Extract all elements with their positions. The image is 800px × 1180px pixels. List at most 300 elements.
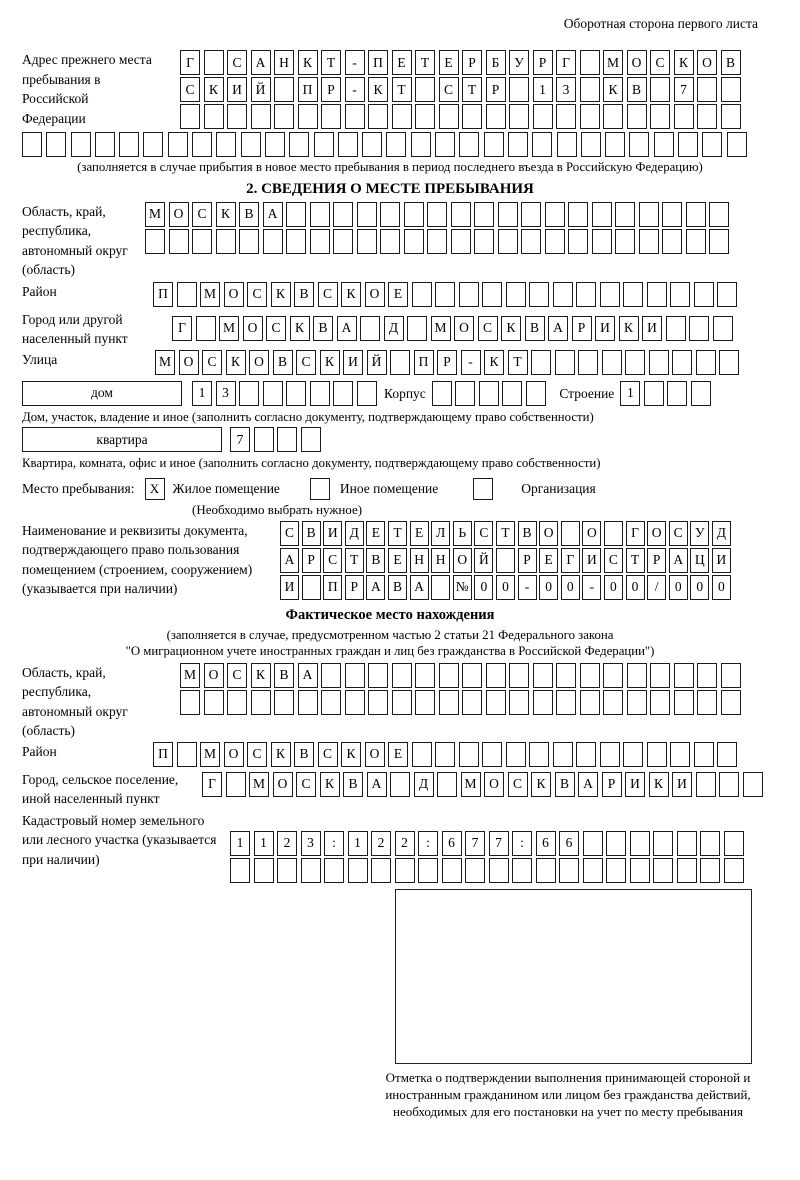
char-box[interactable]: Е <box>439 50 459 75</box>
char-box[interactable]: К <box>320 350 340 375</box>
char-box[interactable] <box>395 858 415 883</box>
char-box[interactable] <box>321 663 341 688</box>
char-box[interactable]: 2 <box>395 831 415 856</box>
char-box[interactable] <box>602 350 622 375</box>
char-box[interactable]: 6 <box>442 831 462 856</box>
char-box[interactable]: Г <box>561 548 580 573</box>
char-box[interactable] <box>345 104 365 129</box>
char-box[interactable]: Р <box>647 548 666 573</box>
char-box[interactable]: П <box>414 350 434 375</box>
char-box[interactable]: Л <box>431 521 450 546</box>
char-box[interactable]: 1 <box>348 831 368 856</box>
char-box[interactable] <box>556 663 576 688</box>
char-box[interactable] <box>559 858 579 883</box>
char-box[interactable] <box>435 742 455 767</box>
char-box[interactable]: К <box>674 50 694 75</box>
char-box[interactable] <box>696 350 716 375</box>
char-box[interactable]: С <box>669 521 688 546</box>
char-box[interactable] <box>204 690 224 715</box>
char-box[interactable] <box>251 690 271 715</box>
char-box[interactable]: 1 <box>533 77 553 102</box>
char-box[interactable] <box>459 132 479 157</box>
char-box[interactable] <box>263 381 283 406</box>
char-box[interactable] <box>536 858 556 883</box>
char-box[interactable] <box>553 742 573 767</box>
char-box[interactable]: А <box>366 575 385 600</box>
char-box[interactable] <box>380 202 400 227</box>
char-box[interactable]: К <box>204 77 224 102</box>
char-box[interactable] <box>310 202 330 227</box>
char-box[interactable]: 0 <box>626 575 645 600</box>
char-box[interactable]: Б <box>486 50 506 75</box>
char-box[interactable] <box>529 282 549 307</box>
char-box[interactable]: К <box>368 77 388 102</box>
char-box[interactable] <box>674 663 694 688</box>
house-name-box[interactable]: дом <box>22 381 182 406</box>
char-box[interactable]: Е <box>388 742 408 767</box>
char-box[interactable]: Т <box>345 548 364 573</box>
char-box[interactable]: В <box>313 316 333 341</box>
char-box[interactable]: 0 <box>496 575 515 600</box>
char-box[interactable] <box>241 132 261 157</box>
char-box[interactable] <box>479 381 499 406</box>
char-box[interactable] <box>627 690 647 715</box>
char-box[interactable] <box>496 548 515 573</box>
char-box[interactable]: К <box>603 77 623 102</box>
char-box[interactable]: А <box>298 663 318 688</box>
char-box[interactable]: О <box>249 350 269 375</box>
char-box[interactable]: М <box>200 282 220 307</box>
char-box[interactable] <box>192 229 212 254</box>
char-box[interactable] <box>462 690 482 715</box>
char-box[interactable] <box>606 858 626 883</box>
char-box[interactable] <box>506 742 526 767</box>
char-box[interactable] <box>427 202 447 227</box>
char-box[interactable]: В <box>627 77 647 102</box>
char-box[interactable] <box>713 316 733 341</box>
char-box[interactable] <box>321 104 341 129</box>
char-box[interactable] <box>509 77 529 102</box>
char-box[interactable]: - <box>461 350 481 375</box>
char-box[interactable] <box>230 858 250 883</box>
char-box[interactable] <box>721 690 741 715</box>
char-box[interactable] <box>427 229 447 254</box>
char-box[interactable] <box>555 350 575 375</box>
char-box[interactable]: В <box>366 548 385 573</box>
char-box[interactable] <box>623 282 643 307</box>
char-box[interactable]: А <box>669 548 688 573</box>
char-box[interactable] <box>484 132 504 157</box>
char-box[interactable] <box>435 132 455 157</box>
char-box[interactable] <box>724 831 744 856</box>
char-box[interactable]: М <box>603 50 623 75</box>
checkbox-residential[interactable]: X <box>145 478 165 500</box>
char-box[interactable] <box>415 690 435 715</box>
char-box[interactable]: О <box>204 663 224 688</box>
char-box[interactable] <box>345 690 365 715</box>
char-box[interactable] <box>615 229 635 254</box>
char-box[interactable] <box>254 858 274 883</box>
char-box[interactable]: О <box>243 316 263 341</box>
char-box[interactable]: О <box>365 282 385 307</box>
char-box[interactable] <box>177 742 197 767</box>
char-box[interactable] <box>465 858 485 883</box>
apartment-name-box[interactable]: квартира <box>22 427 222 452</box>
char-box[interactable] <box>509 690 529 715</box>
char-box[interactable]: С <box>604 548 623 573</box>
char-box[interactable]: О <box>582 521 601 546</box>
char-box[interactable] <box>338 132 358 157</box>
char-box[interactable]: Р <box>302 548 321 573</box>
char-box[interactable]: А <box>410 575 429 600</box>
char-box[interactable]: О <box>627 50 647 75</box>
char-box[interactable]: В <box>525 316 545 341</box>
char-box[interactable]: О <box>453 548 472 573</box>
char-box[interactable] <box>556 690 576 715</box>
char-box[interactable]: Т <box>388 521 407 546</box>
char-box[interactable] <box>314 132 334 157</box>
char-box[interactable] <box>474 202 494 227</box>
char-box[interactable]: С <box>266 316 286 341</box>
char-box[interactable] <box>615 202 635 227</box>
char-box[interactable]: О <box>179 350 199 375</box>
char-box[interactable]: С <box>318 742 338 767</box>
char-box[interactable] <box>568 202 588 227</box>
char-box[interactable] <box>239 229 259 254</box>
char-box[interactable] <box>216 132 236 157</box>
char-box[interactable] <box>451 229 471 254</box>
char-box[interactable] <box>196 316 216 341</box>
char-box[interactable] <box>345 663 365 688</box>
char-box[interactable] <box>239 381 259 406</box>
char-box[interactable] <box>442 858 462 883</box>
char-box[interactable]: : <box>418 831 438 856</box>
char-box[interactable]: Й <box>474 548 493 573</box>
char-box[interactable] <box>404 229 424 254</box>
char-box[interactable] <box>700 858 720 883</box>
char-box[interactable] <box>227 690 247 715</box>
char-box[interactable]: К <box>290 316 310 341</box>
char-box[interactable] <box>529 742 549 767</box>
char-box[interactable]: И <box>582 548 601 573</box>
char-box[interactable] <box>286 229 306 254</box>
char-box[interactable] <box>498 229 518 254</box>
char-box[interactable]: С <box>247 282 267 307</box>
char-box[interactable]: 3 <box>216 381 236 406</box>
char-box[interactable] <box>696 772 716 797</box>
char-box[interactable] <box>721 77 741 102</box>
char-box[interactable] <box>168 132 188 157</box>
char-box[interactable]: В <box>274 663 294 688</box>
char-box[interactable]: 0 <box>669 575 688 600</box>
char-box[interactable] <box>603 663 623 688</box>
char-box[interactable] <box>686 229 706 254</box>
char-box[interactable]: С <box>180 77 200 102</box>
char-box[interactable] <box>462 663 482 688</box>
char-box[interactable]: К <box>298 50 318 75</box>
char-box[interactable]: 1 <box>192 381 212 406</box>
char-box[interactable] <box>451 202 471 227</box>
char-box[interactable] <box>629 132 649 157</box>
char-box[interactable] <box>512 858 532 883</box>
char-box[interactable]: 7 <box>230 427 250 452</box>
char-box[interactable]: В <box>721 50 741 75</box>
char-box[interactable]: В <box>343 772 363 797</box>
char-box[interactable]: С <box>508 772 528 797</box>
char-box[interactable]: 6 <box>559 831 579 856</box>
char-box[interactable]: С <box>650 50 670 75</box>
char-box[interactable]: В <box>388 575 407 600</box>
char-box[interactable]: Т <box>462 77 482 102</box>
char-box[interactable] <box>697 663 717 688</box>
char-box[interactable]: В <box>294 742 314 767</box>
char-box[interactable] <box>627 104 647 129</box>
char-box[interactable] <box>717 282 737 307</box>
char-box[interactable]: М <box>200 742 220 767</box>
char-box[interactable]: 2 <box>277 831 297 856</box>
char-box[interactable]: 3 <box>556 77 576 102</box>
char-box[interactable] <box>653 858 673 883</box>
char-box[interactable]: 0 <box>712 575 731 600</box>
char-box[interactable]: Г <box>556 50 576 75</box>
char-box[interactable] <box>486 663 506 688</box>
char-box[interactable]: Д <box>345 521 364 546</box>
char-box[interactable]: П <box>298 77 318 102</box>
char-box[interactable] <box>357 229 377 254</box>
char-box[interactable] <box>392 690 412 715</box>
char-box[interactable] <box>606 831 626 856</box>
char-box[interactable] <box>169 229 189 254</box>
char-box[interactable] <box>691 381 711 406</box>
char-box[interactable]: Й <box>251 77 271 102</box>
char-box[interactable] <box>274 104 294 129</box>
char-box[interactable] <box>486 690 506 715</box>
char-box[interactable] <box>360 316 380 341</box>
char-box[interactable]: А <box>578 772 598 797</box>
char-box[interactable] <box>604 521 623 546</box>
char-box[interactable] <box>689 316 709 341</box>
char-box[interactable] <box>439 663 459 688</box>
char-box[interactable] <box>717 742 737 767</box>
char-box[interactable]: К <box>271 742 291 767</box>
char-box[interactable] <box>310 229 330 254</box>
char-box[interactable]: - <box>345 50 365 75</box>
char-box[interactable] <box>119 132 139 157</box>
char-box[interactable] <box>486 104 506 129</box>
char-box[interactable] <box>95 132 115 157</box>
char-box[interactable] <box>583 858 603 883</box>
char-box[interactable]: 1 <box>254 831 274 856</box>
char-box[interactable]: М <box>145 202 165 227</box>
char-box[interactable] <box>654 132 674 157</box>
char-box[interactable]: Е <box>366 521 385 546</box>
char-box[interactable]: К <box>484 350 504 375</box>
char-box[interactable]: С <box>296 772 316 797</box>
char-box[interactable]: О <box>365 742 385 767</box>
char-box[interactable]: 1 <box>230 831 250 856</box>
char-box[interactable]: Р <box>602 772 622 797</box>
char-box[interactable] <box>568 229 588 254</box>
char-box[interactable] <box>435 282 455 307</box>
char-box[interactable] <box>411 132 431 157</box>
char-box[interactable]: И <box>625 772 645 797</box>
char-box[interactable]: С <box>474 521 493 546</box>
char-box[interactable]: 7 <box>674 77 694 102</box>
char-box[interactable]: Т <box>508 350 528 375</box>
char-box[interactable]: 6 <box>536 831 556 856</box>
char-box[interactable] <box>289 132 309 157</box>
char-box[interactable] <box>694 282 714 307</box>
char-box[interactable] <box>644 381 664 406</box>
char-box[interactable]: О <box>539 521 558 546</box>
char-box[interactable]: С <box>227 663 247 688</box>
char-box[interactable] <box>333 202 353 227</box>
char-box[interactable] <box>545 202 565 227</box>
char-box[interactable]: А <box>251 50 271 75</box>
char-box[interactable]: С <box>296 350 316 375</box>
char-box[interactable] <box>521 229 541 254</box>
char-box[interactable] <box>390 772 410 797</box>
char-box[interactable]: Р <box>486 77 506 102</box>
char-box[interactable]: : <box>324 831 344 856</box>
char-box[interactable] <box>581 132 601 157</box>
char-box[interactable] <box>545 229 565 254</box>
char-box[interactable]: 0 <box>539 575 558 600</box>
char-box[interactable] <box>647 742 667 767</box>
char-box[interactable] <box>459 282 479 307</box>
char-box[interactable]: / <box>647 575 666 600</box>
char-box[interactable] <box>192 132 212 157</box>
char-box[interactable] <box>418 858 438 883</box>
char-box[interactable]: Й <box>367 350 387 375</box>
char-box[interactable] <box>694 742 714 767</box>
char-box[interactable] <box>482 742 502 767</box>
char-box[interactable]: П <box>368 50 388 75</box>
char-box[interactable]: П <box>153 282 173 307</box>
char-box[interactable] <box>719 350 739 375</box>
char-box[interactable] <box>580 104 600 129</box>
char-box[interactable]: Г <box>202 772 222 797</box>
char-box[interactable]: Т <box>321 50 341 75</box>
char-box[interactable] <box>286 381 306 406</box>
char-box[interactable]: 0 <box>604 575 623 600</box>
char-box[interactable]: С <box>202 350 222 375</box>
char-box[interactable] <box>348 858 368 883</box>
char-box[interactable] <box>437 772 457 797</box>
char-box[interactable] <box>263 229 283 254</box>
char-box[interactable]: К <box>251 663 271 688</box>
char-box[interactable]: М <box>249 772 269 797</box>
char-box[interactable] <box>143 132 163 157</box>
char-box[interactable] <box>324 858 344 883</box>
char-box[interactable]: О <box>224 742 244 767</box>
char-box[interactable]: П <box>153 742 173 767</box>
char-box[interactable] <box>561 521 580 546</box>
char-box[interactable] <box>177 282 197 307</box>
char-box[interactable] <box>580 690 600 715</box>
char-box[interactable]: 3 <box>301 831 321 856</box>
char-box[interactable]: О <box>484 772 504 797</box>
char-box[interactable]: Ц <box>690 548 709 573</box>
char-box[interactable]: : <box>512 831 532 856</box>
char-box[interactable] <box>592 202 612 227</box>
char-box[interactable]: К <box>271 282 291 307</box>
char-box[interactable]: П <box>323 575 342 600</box>
char-box[interactable]: М <box>431 316 451 341</box>
char-box[interactable] <box>286 202 306 227</box>
char-box[interactable] <box>532 132 552 157</box>
char-box[interactable]: Н <box>410 548 429 573</box>
char-box[interactable]: Н <box>274 50 294 75</box>
char-box[interactable] <box>630 858 650 883</box>
char-box[interactable] <box>216 229 236 254</box>
char-box[interactable] <box>431 575 450 600</box>
char-box[interactable]: И <box>712 548 731 573</box>
char-box[interactable]: Р <box>518 548 537 573</box>
char-box[interactable]: 0 <box>690 575 709 600</box>
char-box[interactable] <box>368 663 388 688</box>
char-box[interactable]: Д <box>414 772 434 797</box>
char-box[interactable]: С <box>323 548 342 573</box>
char-box[interactable] <box>412 742 432 767</box>
char-box[interactable] <box>650 663 670 688</box>
char-box[interactable] <box>674 690 694 715</box>
char-box[interactable] <box>390 350 410 375</box>
char-box[interactable] <box>321 690 341 715</box>
char-box[interactable]: С <box>318 282 338 307</box>
char-box[interactable]: Р <box>321 77 341 102</box>
char-box[interactable] <box>277 427 297 452</box>
char-box[interactable] <box>204 50 224 75</box>
char-box[interactable]: Ь <box>453 521 472 546</box>
char-box[interactable]: С <box>439 77 459 102</box>
char-box[interactable]: У <box>509 50 529 75</box>
char-box[interactable] <box>357 202 377 227</box>
char-box[interactable] <box>506 282 526 307</box>
char-box[interactable] <box>371 858 391 883</box>
char-box[interactable] <box>666 316 686 341</box>
char-box[interactable]: О <box>169 202 189 227</box>
char-box[interactable] <box>709 202 729 227</box>
char-box[interactable] <box>686 202 706 227</box>
char-box[interactable]: Д <box>712 521 731 546</box>
char-box[interactable]: - <box>518 575 537 600</box>
char-box[interactable]: М <box>219 316 239 341</box>
char-box[interactable]: 1 <box>620 381 640 406</box>
char-box[interactable] <box>702 132 722 157</box>
char-box[interactable] <box>627 663 647 688</box>
char-box[interactable] <box>498 202 518 227</box>
char-box[interactable] <box>677 831 697 856</box>
char-box[interactable] <box>580 50 600 75</box>
char-box[interactable]: К <box>216 202 236 227</box>
char-box[interactable]: Е <box>410 521 429 546</box>
char-box[interactable] <box>647 282 667 307</box>
char-box[interactable] <box>439 104 459 129</box>
char-box[interactable] <box>533 104 553 129</box>
char-box[interactable] <box>301 427 321 452</box>
char-box[interactable]: К <box>531 772 551 797</box>
char-box[interactable] <box>578 350 598 375</box>
char-box[interactable] <box>459 742 479 767</box>
char-box[interactable] <box>653 831 673 856</box>
char-box[interactable]: О <box>273 772 293 797</box>
char-box[interactable]: А <box>548 316 568 341</box>
char-box[interactable] <box>700 831 720 856</box>
char-box[interactable]: О <box>697 50 717 75</box>
char-box[interactable] <box>576 742 596 767</box>
char-box[interactable] <box>526 381 546 406</box>
